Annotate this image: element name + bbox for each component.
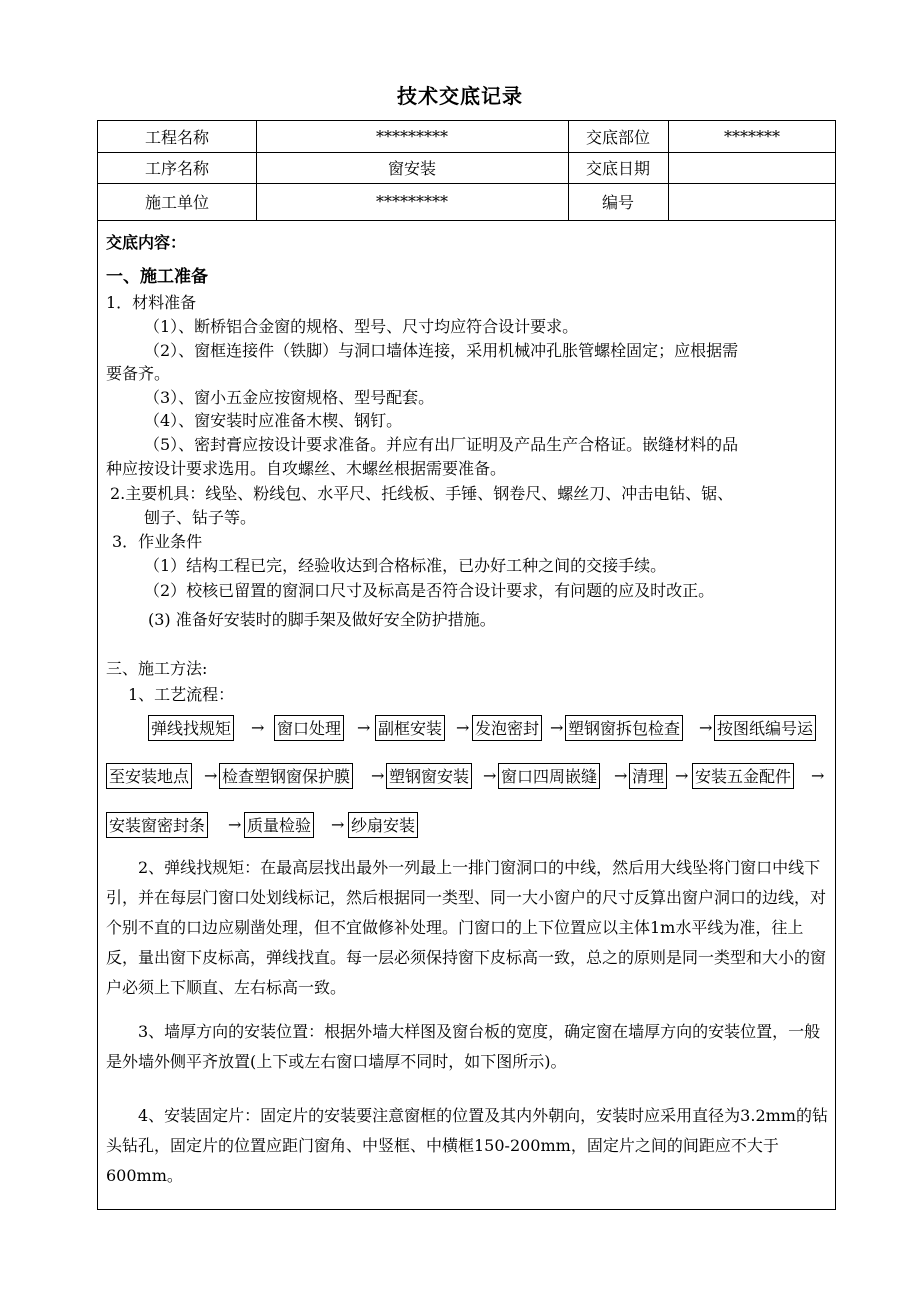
project-name-label: 工程名称: [144, 128, 209, 147]
dept-label: 交底部位: [585, 128, 650, 147]
paragraph-3: 3、墙厚方向的安装位置：根据外墙大样图及窗台板的宽度，确定窗在墙厚方向的安装位置，一般是外墙外侧平齐放置(上下或左右窗口墙厚不同时，如下图所示)。: [106, 1022, 821, 1071]
content-heading: 交底内容：: [106, 233, 187, 252]
arrow-icon: →: [456, 718, 470, 737]
arrow-icon: →: [811, 766, 825, 785]
process-label: 工序名称: [144, 159, 209, 178]
section-1-heading: 一、施工准备: [106, 267, 208, 287]
row-divider: [98, 220, 835, 221]
condition-2: （2）校核已留置的窗洞口尺寸及标高是否符合设计要求，有问题的应及时改正。: [144, 581, 715, 600]
flow-step: 窗口处理: [274, 715, 344, 741]
arrow-icon: →: [699, 718, 713, 737]
flow-step: 安装窗密封条: [106, 812, 208, 838]
material-item-2: （2）、窗框连接件（铁脚）与洞口墙体连接，采用机械冲孔胀管螺栓固定；应根据需: [144, 341, 739, 360]
flow-step: 纱扇安装: [348, 812, 418, 838]
flow-step: 至安装地点: [106, 763, 192, 789]
date-label: 交底日期: [585, 159, 650, 178]
flow-step: 质量检验: [244, 812, 314, 838]
date-value: [668, 152, 836, 183]
tools: 2.主要机具：线坠、粉线包、水平尺、托线板、手锤、钢卷尺、螺丝刀、冲击电钻、锯、: [110, 484, 734, 503]
arrow-icon: →: [675, 766, 689, 785]
material-item-4: （4）、窗安装时应准备木楔、钢钉。: [144, 411, 403, 430]
tools-cont: 刨子、钻子等。: [144, 508, 257, 527]
project-name-value: *********: [376, 127, 448, 146]
unit-label: 施工单位: [144, 193, 209, 212]
arrow-icon: →: [614, 766, 628, 785]
arrow-icon: →: [371, 766, 385, 785]
material-item-3: （3）、窗小五金应按窗规格、型号配套。: [144, 388, 435, 407]
flow-step: 塑钢窗安装: [386, 763, 472, 789]
paragraph-2: 2、弹线找规矩：在最高层找出最外一列最上一排门窗洞口的中线，然后用大线坠将门窗口中线下引，并在每层门窗口处划线标记，然后根据同一类型、同一大小窗户的尺寸反算出窗户洞口的边线，对个别不直的口边应剔凿处理，但不宜做修补处理。门窗口的上下位置应以主体1m水平线为准，往上反，量出窗下皮标高，弹线找直。每一层必须保持窗下皮标高一致，总之的原则是同一类型和大小的窗户必须上下顺直、左右标高一致。: [106, 858, 827, 997]
arrow-icon: →: [550, 718, 564, 737]
arrow-icon: →: [331, 815, 345, 834]
paragraph-4: 4、安装固定片：固定片的安装要注意窗框的位置及其内外朝向，安装时应采用直径为3.2mm的钻头钻孔，固定片的位置应距门窗角、中竖框、中横框150-200mm，固定片之间的间距应不大于600mm。: [106, 1106, 828, 1185]
flow-step: 清理: [629, 763, 667, 789]
dept-value: *******: [724, 127, 780, 146]
flow-step: 塑钢窗拆包检查: [565, 715, 683, 741]
material-item-5-cont: 种应按设计要求选用。自攻螺丝、木螺丝根据需要准备。: [106, 459, 507, 478]
process-value: 窗安装: [387, 159, 436, 178]
flow-step: 弹线找规矩: [148, 715, 234, 741]
number-value: [668, 183, 836, 220]
flow-step: 安装五金配件: [692, 763, 794, 789]
flow-step: 副框安装: [375, 715, 445, 741]
arrow-icon: →: [204, 766, 218, 785]
condition-3: (3) 准备好安装时的脚手架及做好安全防护措施。: [148, 610, 496, 629]
flow-step: 检查塑钢窗保护膜: [219, 763, 353, 789]
flow-step: 按图纸编号运: [714, 715, 816, 741]
arrow-icon: →: [357, 718, 371, 737]
flow-step: 发泡密封: [472, 715, 542, 741]
material-item-2-cont: 要备齐。: [106, 364, 171, 383]
unit-value: *********: [376, 192, 448, 211]
material-prep: 1．材料准备: [106, 293, 197, 312]
record-table: [97, 120, 836, 1210]
arrow-icon: →: [228, 815, 242, 834]
flow-step: 窗口四周嵌缝: [498, 763, 600, 789]
section-3-heading: 三、施工方法:: [106, 659, 208, 678]
document-title: 技术交底记录: [397, 84, 523, 108]
material-item-5: （5）、密封膏应按设计要求准备。并应有出厂证明及产品生产合格证。嵌缝材料的品: [144, 435, 739, 454]
material-item-1: （1）、断桥铝合金窗的规格、型号、尺寸均应符合设计要求。: [144, 317, 579, 336]
arrow-icon: →: [483, 766, 497, 785]
work-conditions: 3．作业条件: [112, 532, 203, 551]
number-label: 编号: [601, 193, 634, 212]
condition-1: （1）结构工程已完，经验收达到合格标准，已办好工种之间的交接手续。: [144, 556, 667, 575]
arrow-icon: →: [251, 718, 265, 737]
process-flow-heading: 1、工艺流程：: [128, 685, 235, 704]
